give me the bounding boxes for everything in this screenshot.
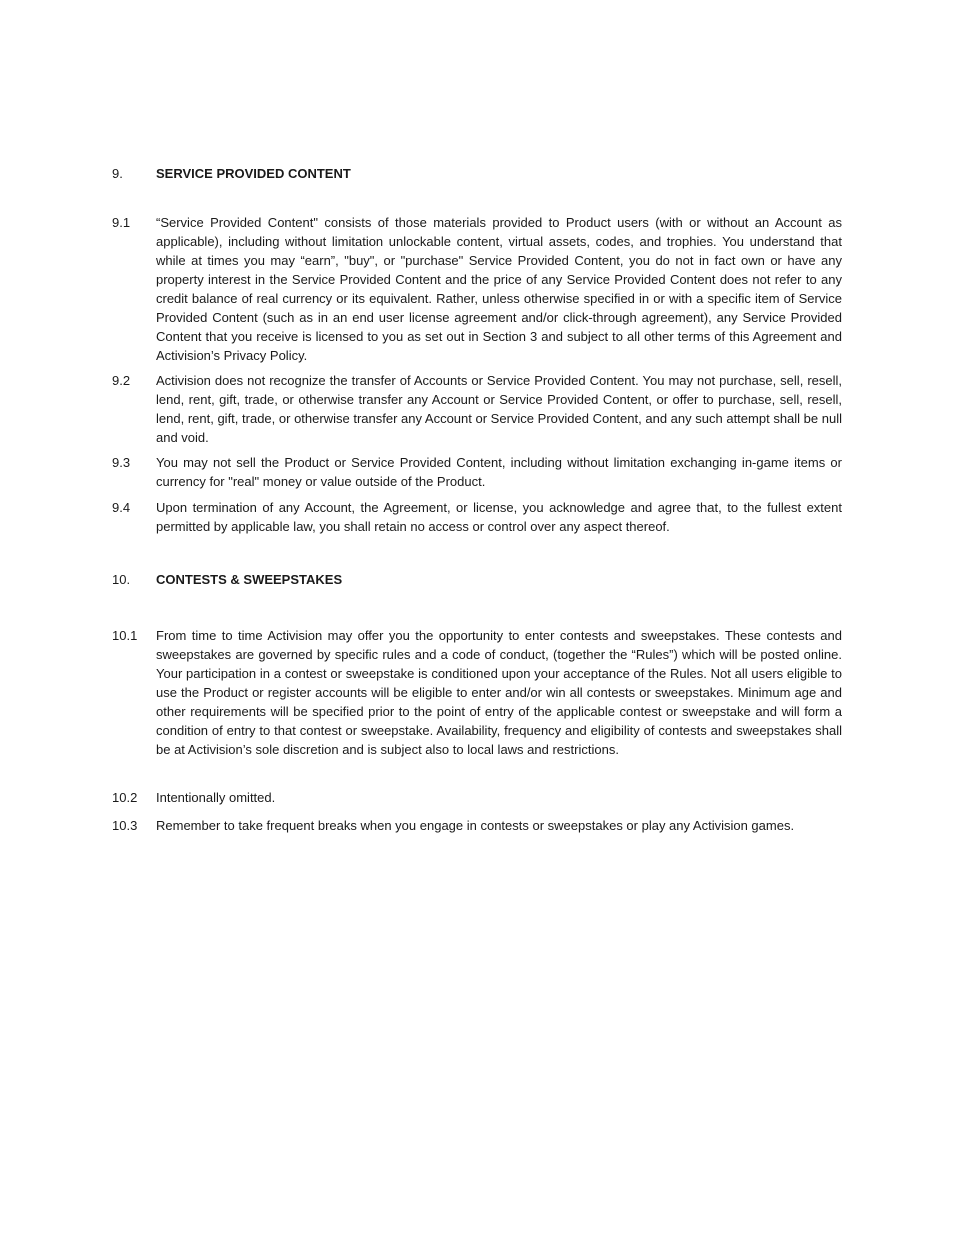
- clause-text: Activision does not recognize the transfer of Accounts or Service Provided Content. You may not purchase, sell, resell, lend, rent, gift, trade, or otherwise transfer any Account or Service Provided Content, or offer to purchase, sell, resell, lend, rent, gift, trade, or otherwise transfer any Account or Service Provided Content, and any such attempt shall be null and void.: [156, 373, 842, 445]
- clause-number: 9.2: [112, 373, 131, 388]
- clause-text: Remember to take frequent breaks when you engage in contests or sweepstakes or play any Activision games.: [156, 818, 795, 833]
- clause-text: “Service Provided Content" consists of those materials provided to Product users (with or without an Account as applicable), including without limitation unlockable content, virtual assets, codes, and trophies. You understand that while at times you may “earn”, "buy", or "purchase" Service Provided Content, you do not in fact own or have any property interest in the Service Provided Content and the price of any Service Provided Content does not refer to any credit balance of real currency or its equivalent. Rather, unless otherwise specified in or with a specific item of Service Provided Content (such as in an end user license agreement and/or click-through agreement), any Service Provided Content that you receive is licensed to you as set out in Section 3 and subject to all other terms of this Agreement and Activision’s Privacy Policy.: [156, 215, 842, 363]
- clause-text: Intentionally omitted.: [156, 790, 276, 805]
- clause-text: Upon termination of any Account, the Agreement, or license, you acknowledge and agree that, to the fullest extent permitted by applicable law, you shall retain no access or control over any aspect thereof.: [156, 500, 842, 534]
- clause-9-3: [112, 453, 842, 491]
- clause-number: 10.1: [112, 628, 138, 643]
- section-number: 10.: [112, 572, 131, 587]
- clause-number: 10.3: [112, 818, 138, 833]
- clause-10-3: [112, 816, 842, 835]
- clause-9-1: [112, 213, 842, 365]
- section-title: SERVICE PROVIDED CONTENT: [156, 166, 351, 181]
- clause-10-1: [112, 626, 842, 759]
- clause-number: 9.1: [112, 215, 131, 230]
- clause-text: You may not sell the Product or Service Provided Content, including without limitation exchanging in-game items or currency for "real" money or value outside of the Product.: [156, 455, 842, 489]
- clause-number: 9.4: [112, 500, 131, 515]
- section-number: 9.: [112, 166, 123, 181]
- clause-9-4: [112, 498, 842, 536]
- clause-text: From time to time Activision may offer you the opportunity to enter contests and sweepstakes. These contests and sweepstakes are governed by specific rules and a code of conduct, (together the “Rules”) which will be posted online. Your participation in a contest or sweepstake is conditioned upon your acceptance of the Rules. Not all users eligible to use the Product or register accounts will be eligible to enter and/or win all contests or sweepstakes. Minimum age and other requirements will be specified prior to the point of entry of the applicable contest or sweepstake and will form a condition of entry to that contest or sweepstake. Availability, frequency and eligibility of contests and sweepstakes shall be at Activision’s sole discretion and is subject also to local laws and restrictions.: [156, 628, 842, 757]
- clause-9-2: [112, 371, 842, 447]
- section-title: CONTESTS & SWEEPSTAKES: [156, 572, 343, 587]
- clause-10-2: [112, 788, 842, 807]
- clause-number: 9.3: [112, 455, 131, 470]
- clause-number: 10.2: [112, 790, 138, 805]
